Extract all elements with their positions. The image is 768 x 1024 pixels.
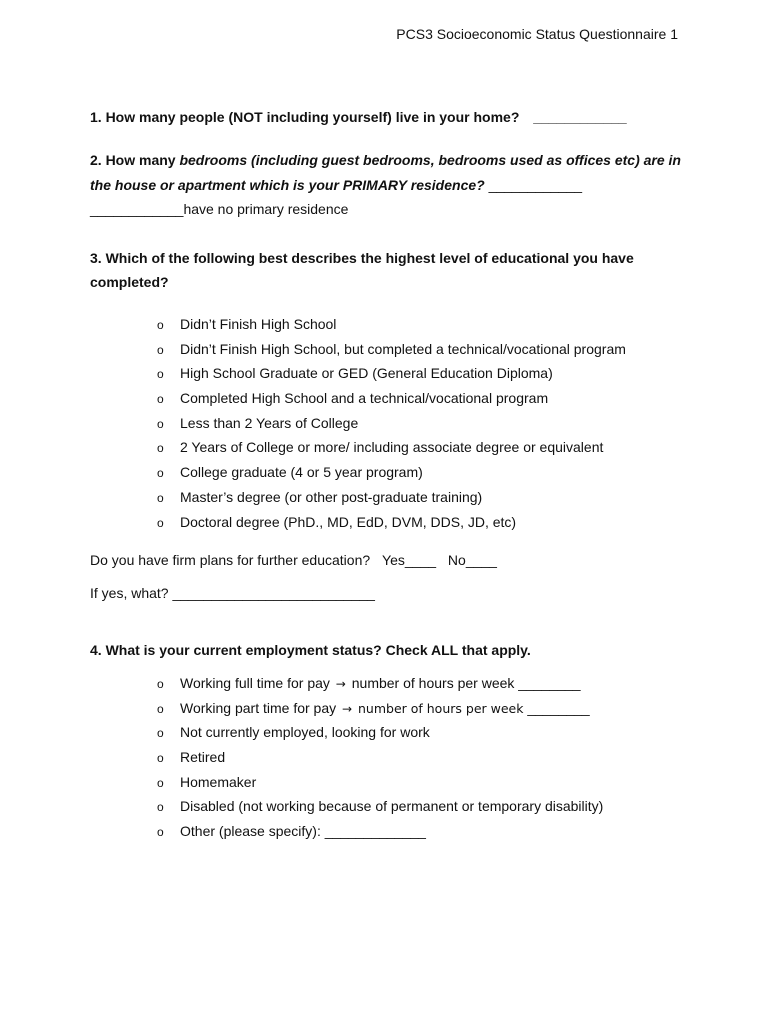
option-label: Not currently employed, looking for work (180, 724, 430, 741)
option-label: Completed High School and a technical/vocational program (180, 390, 549, 407)
employment-option[interactable] (157, 722, 603, 747)
option-bullet: o (157, 701, 164, 716)
option-bullet: o (157, 466, 164, 481)
education-options (157, 314, 626, 536)
arrow-right-icon: → (342, 701, 353, 716)
arrow-right-icon: → (335, 677, 346, 691)
option-bullet: o (157, 318, 164, 332)
education-option[interactable] (157, 462, 626, 487)
option-bullet: o (157, 825, 164, 840)
question-2-italic-line-2: the house or apartment which is your PRIMARY residence? (90, 177, 485, 193)
further-education-followup[interactable]: If yes, what? __________________________ (90, 585, 375, 601)
option-bullet: o (157, 677, 164, 691)
question-2-italic-line-1: bedrooms (including guest bedrooms, bedrooms used as offices etc) are in (179, 152, 681, 168)
option-label: Working full time for pay (180, 675, 330, 691)
option-label: Homemaker (180, 773, 257, 790)
education-option[interactable] (157, 512, 626, 537)
question-1-blank[interactable]: ____________ (533, 109, 627, 125)
question-3-line-2: completed? (90, 274, 169, 290)
option-bullet: o (157, 441, 164, 456)
option-label: College graduate (4 or 5 year program) (180, 464, 423, 481)
education-option[interactable] (157, 413, 626, 438)
option-label: Master’s degree (or other post-graduate training) (180, 488, 483, 505)
option-label: High School Graduate or GED (General Education Diploma) (180, 365, 553, 382)
question-4: 4. What is your current employment status? Check ALL that apply. (90, 642, 531, 658)
option-label: 2 Years of College or more/ including associate degree or equivalent (180, 439, 604, 456)
hours-blank[interactable]: ________ (518, 675, 581, 691)
education-option[interactable] (157, 437, 626, 462)
education-option[interactable] (157, 487, 626, 512)
employment-options (157, 673, 603, 846)
employment-option[interactable] (157, 796, 603, 821)
question-2-lead: 2. How many (90, 152, 180, 168)
question-1-text: 1. How many people (NOT including yourself) live in your home? (90, 109, 520, 125)
option-bullet: o (157, 800, 164, 815)
option-bullet: o (157, 416, 164, 431)
employment-option[interactable] (157, 747, 603, 772)
education-option[interactable] (157, 339, 626, 364)
employment-option[interactable] (157, 772, 603, 797)
question-1 (90, 109, 627, 125)
hours-label: number of hours per week (357, 700, 524, 716)
education-option[interactable] (157, 314, 626, 339)
further-education-question (90, 552, 497, 568)
no-blank[interactable]: No____ (447, 552, 497, 568)
option-label: Retired (180, 749, 226, 766)
option-bullet: o (157, 515, 164, 530)
option-label: Didn’t Finish High School, but completed a technical/vocational program (180, 340, 626, 357)
hours-label: number of hours per week (351, 675, 515, 691)
option-label: Less than 2 Years of College (180, 414, 359, 431)
education-option[interactable] (157, 388, 626, 413)
question-3-line-1: 3. Which of the following best describes the highest level of educational you have (90, 250, 634, 266)
page-header: PCS3 Socioeconomic Status Questionnaire 1 (396, 26, 678, 42)
option-bullet: o (157, 367, 164, 382)
option-bullet: o (157, 726, 164, 741)
option-bullet: o (157, 392, 164, 407)
no-residence-blank[interactable]: ____________ (90, 201, 184, 217)
education-option[interactable] (157, 363, 626, 388)
question-2-alt-option (90, 201, 348, 217)
option-bullet: o (157, 342, 164, 357)
employment-option[interactable] (157, 821, 603, 846)
option-label: Doctoral degree (PhD., MD, EdD, DVM, DDS, JD, etc) (180, 513, 517, 530)
question-2-line-1 (90, 152, 681, 168)
yes-blank[interactable]: Yes____ (382, 552, 437, 568)
option-bullet: o (157, 751, 164, 766)
question-2-line-2 (90, 177, 582, 193)
option-label: Didn’t Finish High School (180, 316, 337, 332)
question-2-blank[interactable]: ____________ (488, 177, 583, 193)
option-bullet: o (157, 490, 164, 505)
no-residence-text: have no primary residence (183, 201, 349, 217)
further-education-text: Do you have firm plans for further education? (90, 552, 371, 568)
employment-option-part-time[interactable] (157, 698, 603, 723)
option-label: Other (please specify): _____________ (180, 823, 426, 840)
employment-option-full-time[interactable] (157, 673, 603, 698)
option-label: Disabled (not working because of permanent or temporary disability) (180, 798, 604, 815)
hours-blank[interactable]: ________ (527, 699, 590, 716)
option-bullet: o (157, 775, 164, 790)
option-label: Working part time for pay (180, 699, 337, 716)
